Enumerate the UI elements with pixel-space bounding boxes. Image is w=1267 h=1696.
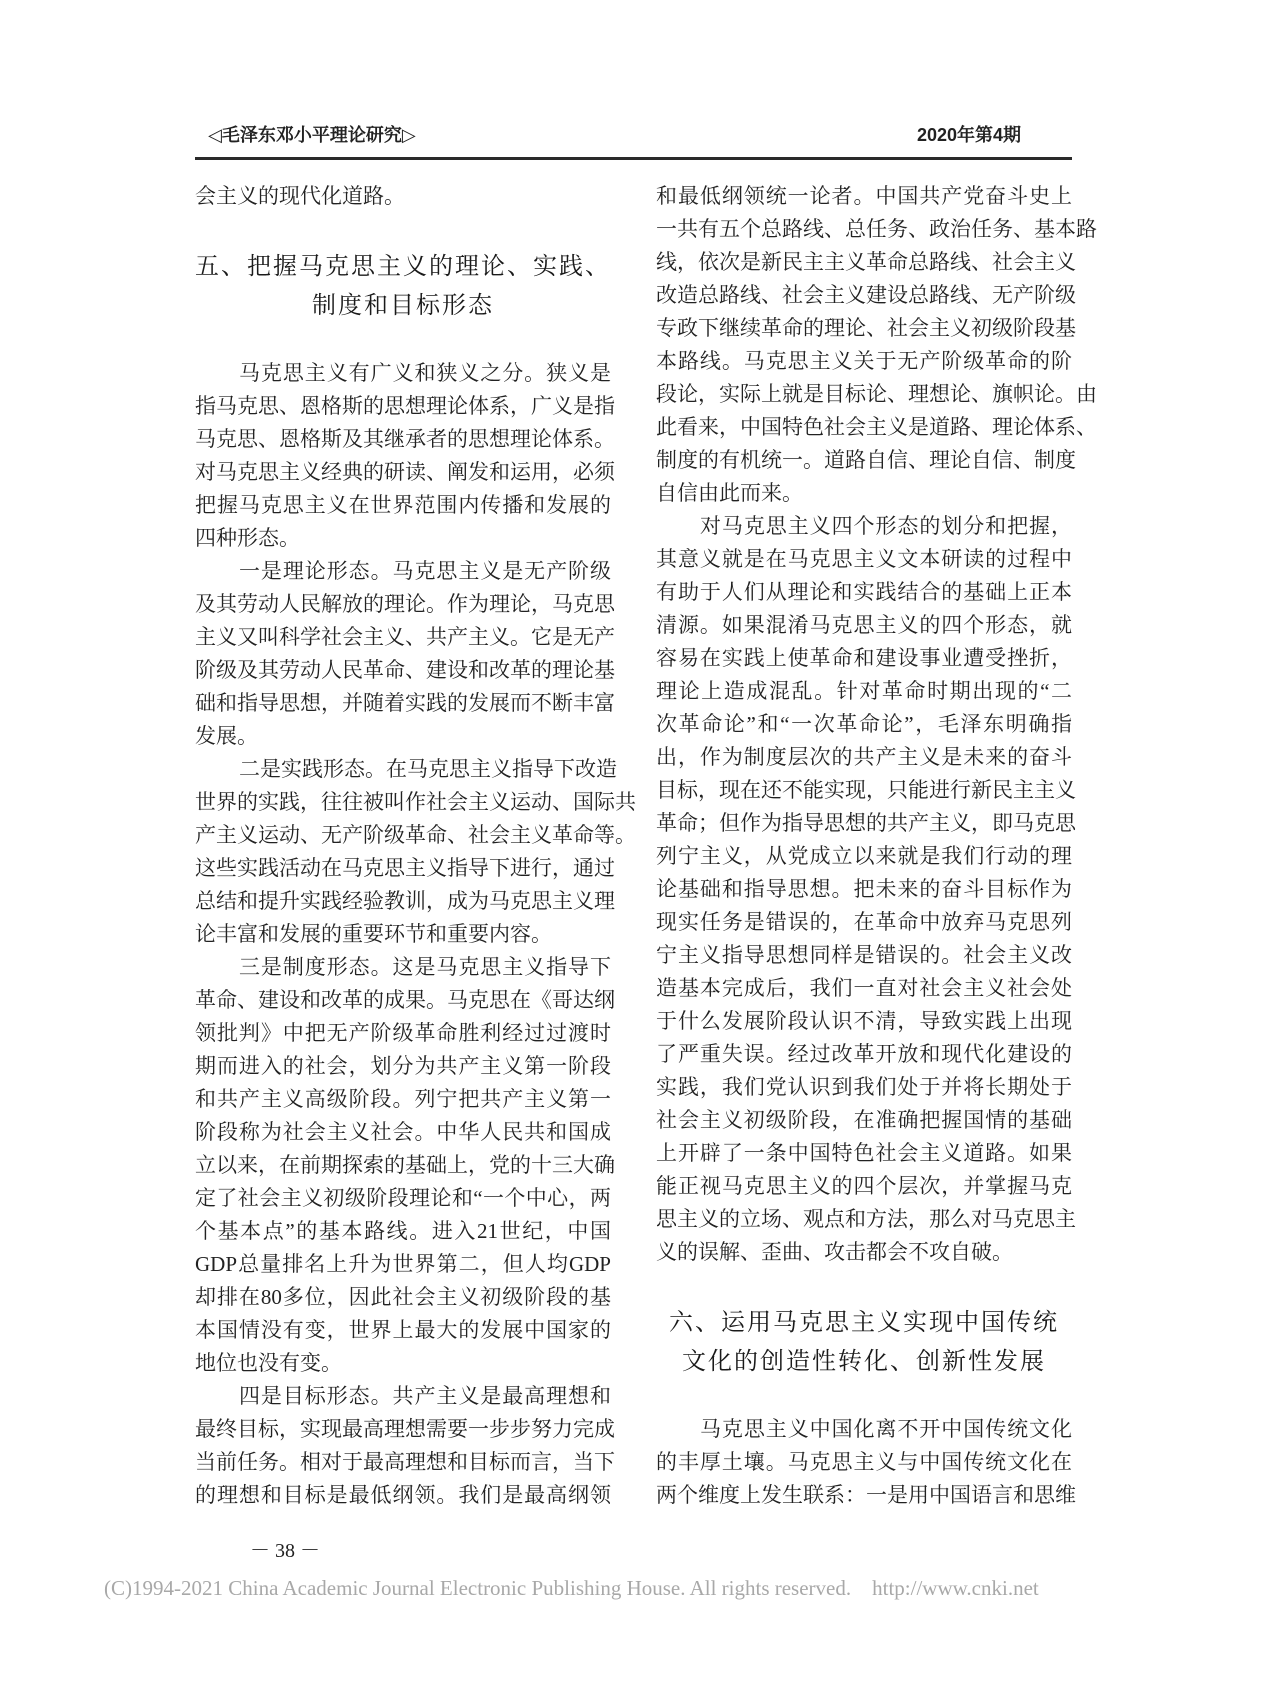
text-line: 发展。 xyxy=(195,724,258,748)
section-heading xyxy=(656,1303,1072,1381)
text-line: 社会主义初级阶段，在准确把握国情的基础 xyxy=(656,1108,1072,1132)
text-line: 指马克思、恩格斯的思想理论体系，广义是指 xyxy=(195,394,615,418)
section-heading xyxy=(195,247,611,325)
text-line: 主义又叫科学社会主义、共产主义。它是无产 xyxy=(195,625,615,649)
text-line: 段论，实际上就是目标论、理想论、旗帜论。由 xyxy=(656,382,1097,406)
paragraph xyxy=(656,1413,1076,1512)
paragraph xyxy=(195,1380,615,1512)
text-line: 四种形态。 xyxy=(195,526,300,550)
text-line: 期而进入的社会，划分为共产主义第一阶段 xyxy=(195,1054,611,1078)
text-line: 这些实践活动在马克思主义指导下进行，通过 xyxy=(195,856,615,880)
text-line: 出，作为制度层次的共产主义是未来的奋斗 xyxy=(656,745,1072,769)
text-line: 于什么发展阶段认识不清，导致实践上出现 xyxy=(656,1009,1072,1033)
heading-line: 六、运用马克思主义实现中国传统 xyxy=(669,1308,1059,1336)
text-line: 阶段称为社会主义社会。中华人民共和国成 xyxy=(195,1120,611,1144)
text-line: 专政下继续革命的理论、社会主义初级阶段基 xyxy=(656,316,1076,340)
text-line: 论丰富和发展的重要环节和重要内容。 xyxy=(195,922,552,946)
text-line: 能正视马克思主义的四个层次，并掌握马克 xyxy=(656,1174,1072,1198)
paragraph xyxy=(195,357,615,555)
text-line: 及其劳动人民解放的理论。作为理论，马克思 xyxy=(195,592,615,616)
running-header-issue: 2020年第4期 xyxy=(917,125,1022,145)
text-line: 马克思主义中国化离不开中国传统文化 xyxy=(700,1417,1072,1441)
text-line: 和最低纲领统一论者。中国共产党奋斗史上 xyxy=(656,184,1072,208)
text-line: 列宁主义，从党成立以来就是我们行动的理 xyxy=(656,844,1072,868)
paragraph xyxy=(195,753,636,951)
text-line: 思主义的立场、观点和方法，那么对马克思主 xyxy=(656,1207,1076,1231)
text-line: 马克思主义有广义和狭义之分。狭义是 xyxy=(239,361,611,385)
running-header-journal: ◁毛泽东邓小平理论研究▷ xyxy=(208,125,416,145)
copyright-notice: (C)1994-2021 China Academic Journal Electronic Publishing House. All rights reserved. http://www.cnki.net xyxy=(104,1576,1039,1600)
text-line: 此看来，中国特色社会主义是道路、理论体系、 xyxy=(656,415,1097,439)
text-line: 有助于人们从理论和实践结合的基础上正本 xyxy=(656,580,1072,604)
text-line: 两个维度上发生联系：一是用中国语言和思维 xyxy=(656,1483,1076,1507)
paragraph xyxy=(195,951,615,1380)
text-line: 四是目标形态。共产主义是最高理想和 xyxy=(239,1384,611,1408)
text-line: 会主义的现代化道路。 xyxy=(195,184,405,208)
text-line: 一是理论形态。马克思主义是无产阶级 xyxy=(239,559,611,583)
text-line: 革命；但作为指导思想的共产主义，即马克思 xyxy=(656,811,1076,835)
text-line: 定了社会主义初级阶段理论和“一个中心，两 xyxy=(195,1186,611,1210)
text-line: 现实任务是错误的，在革命中放弃马克思列 xyxy=(656,910,1072,934)
text-line: 对马克思主义四个形态的划分和把握， xyxy=(700,514,1072,538)
text-line: 三是制度形态。这是马克思主义指导下 xyxy=(239,955,611,979)
text-line: 容易在实践上使革命和建设事业遭受挫折， xyxy=(656,646,1072,670)
text-line: 把握马克思主义在世界范围内传播和发展的 xyxy=(195,493,611,517)
text-line: 改造总路线、社会主义建设总路线、无产阶级 xyxy=(656,283,1076,307)
text-line: 却排在80多位，因此社会主义初级阶段的基 xyxy=(195,1285,611,1309)
header-rule xyxy=(195,157,1072,160)
page-number: － 38 － xyxy=(250,1540,320,1562)
text-line: 立以来，在前期探索的基础上，党的十三大确 xyxy=(195,1153,615,1177)
text-line: GDP总量排名上升为世界第二，但人均GDP xyxy=(195,1252,611,1276)
text-line: 其意义就是在马克思主义文本研读的过程中 xyxy=(656,547,1072,571)
text-line: 制度的有机统一。道路自信、理论自信、制度 xyxy=(656,448,1076,472)
text-line: 当前任务。相对于最高理想和目标而言，当下 xyxy=(195,1450,615,1474)
text-line: 本国情没有变，世界上最大的发展中国家的 xyxy=(195,1318,611,1342)
heading-line: 制度和目标形态 xyxy=(312,291,494,319)
text-line: 二是实践形态。在马克思主义指导下改造 xyxy=(239,757,617,781)
text-line: 宁主义指导思想同样是错误的。社会主义改 xyxy=(656,943,1072,967)
text-line: 论基础和指导思想。把未来的奋斗目标作为 xyxy=(656,877,1072,901)
text-line: 的理想和目标是最低纲领。我们是最高纲领 xyxy=(195,1483,611,1507)
paragraph xyxy=(656,510,1076,1269)
text-line: 上开辟了一条中国特色社会主义道路。如果 xyxy=(656,1141,1072,1165)
text-line: 的丰厚土壤。马克思主义与中国传统文化在 xyxy=(656,1450,1072,1474)
text-line: 领批判》中把无产阶级革命胜利经过过渡时 xyxy=(195,1021,611,1045)
text-line: 地位也没有变。 xyxy=(195,1351,342,1375)
paragraph xyxy=(195,180,611,213)
paragraph xyxy=(656,180,1097,510)
text-line: 目标，现在还不能实现，只能进行新民主主义 xyxy=(656,778,1076,802)
text-line: 对马克思主义经典的研读、阐发和运用，必须 xyxy=(195,460,615,484)
text-line: 清源。如果混淆马克思主义的四个形态，就 xyxy=(656,613,1072,637)
text-line: 次革命论”和“一次革命论”，毛泽东明确指 xyxy=(656,712,1072,736)
heading-line: 文化的创造性转化、创新性发展 xyxy=(682,1347,1046,1375)
paragraph xyxy=(195,555,615,753)
text-line: 了严重失误。经过改革开放和现代化建设的 xyxy=(656,1042,1072,1066)
right-column xyxy=(656,180,1097,1512)
text-line: 革命、建设和改革的成果。马克思在《哥达纲 xyxy=(195,988,615,1012)
left-column xyxy=(195,180,636,1512)
text-line: 产主义运动、无产阶级革命、社会主义革命等。 xyxy=(195,823,636,847)
text-line: 马克思、恩格斯及其继承者的思想理论体系。 xyxy=(195,427,615,451)
text-line: 实践，我们党认识到我们处于并将长期处于 xyxy=(656,1075,1072,1099)
text-line: 线，依次是新民主主义革命总路线、社会主义 xyxy=(656,250,1076,274)
text-line: 个基本点”的基本路线。进入21世纪，中国 xyxy=(195,1219,611,1243)
text-line: 理论上造成混乱。针对革命时期出现的“二 xyxy=(656,679,1072,703)
text-line: 础和指导思想，并随着实践的发展而不断丰富 xyxy=(195,691,615,715)
text-line: 阶级及其劳动人民革命、建设和改革的理论基 xyxy=(195,658,615,682)
text-line: 义的误解、歪曲、攻击都会不攻自破。 xyxy=(656,1240,1013,1264)
text-line: 一共有五个总路线、总任务、政治任务、基本路 xyxy=(656,217,1097,241)
text-line: 最终目标，实现最高理想需要一步步努力完成 xyxy=(195,1417,615,1441)
text-line: 总结和提升实践经验教训，成为马克思主义理 xyxy=(195,889,615,913)
text-line: 造基本完成后，我们一直对社会主义社会处 xyxy=(656,976,1072,1000)
text-line: 和共产主义高级阶段。列宁把共产主义第一 xyxy=(195,1087,611,1111)
text-line: 本路线。马克思主义关于无产阶级革命的阶 xyxy=(656,349,1072,373)
text-line: 自信由此而来。 xyxy=(656,481,803,505)
heading-line: 五、把握马克思主义的理论、实践、 xyxy=(195,252,611,280)
text-line: 世界的实践，往往被叫作社会主义运动、国际共 xyxy=(195,790,636,814)
